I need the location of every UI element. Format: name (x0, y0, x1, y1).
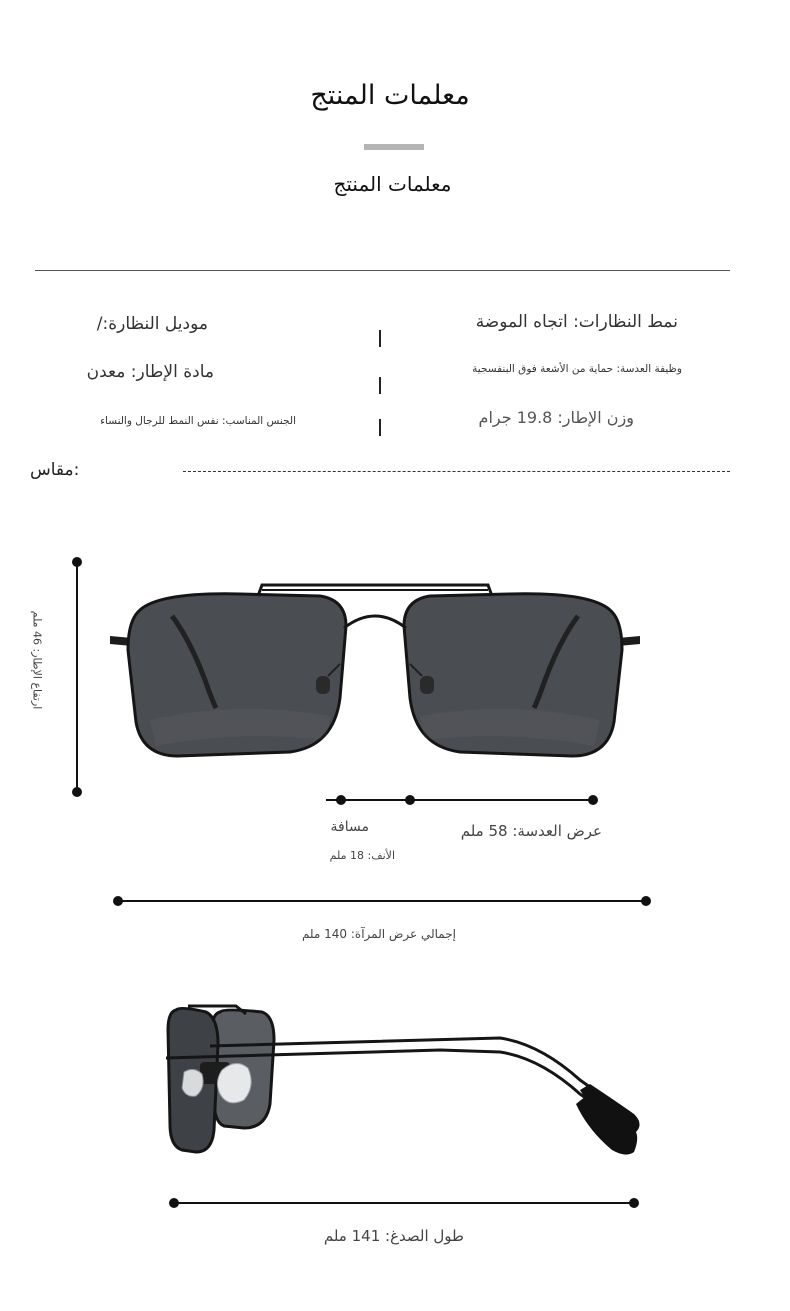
nose-distance-label-line1: مسافة (330, 819, 369, 835)
total-width-dimension-line (113, 896, 651, 906)
spec-frame-material: مادة الإطار: معدن (86, 362, 214, 382)
page-title: معلمات المنتج (310, 80, 470, 111)
lens-nose-dimension-line (326, 795, 598, 805)
temple-length-dimension-line (169, 1198, 639, 1208)
nose-distance-label-line2: الأنف: 18 ملم (329, 849, 395, 862)
spec-gender: الجنس المناسب: نفس النمط للرجال والنساء (100, 415, 296, 427)
sunglasses-side-view (166, 1006, 640, 1155)
sunglasses-front-view (110, 585, 640, 756)
height-dimension-line (72, 557, 82, 797)
lens-width-label: عرض العدسة: 58 ملم (460, 822, 602, 840)
scale-label: مقاس: (30, 460, 80, 480)
spec-frame-weight: وزن الإطار: 19.8 جرام (478, 408, 634, 427)
spec-lens-function: وظيفة العدسة: حماية من الأشعة فوق البنفسجية (472, 363, 682, 375)
temple-length-label: طول الصدغ: 141 ملم (323, 1227, 464, 1245)
spec-model: موديل النظارة:/ (96, 314, 208, 334)
frame-height-label: ارتفاع الإطار: 46 ملم (30, 610, 44, 710)
total-width-label: إجمالي عرض المرآة: 140 ملم (301, 927, 456, 941)
spec-style: نمط النظارات: اتجاه الموضة (475, 312, 678, 332)
section-subtitle: معلمات المنتج (333, 172, 452, 196)
